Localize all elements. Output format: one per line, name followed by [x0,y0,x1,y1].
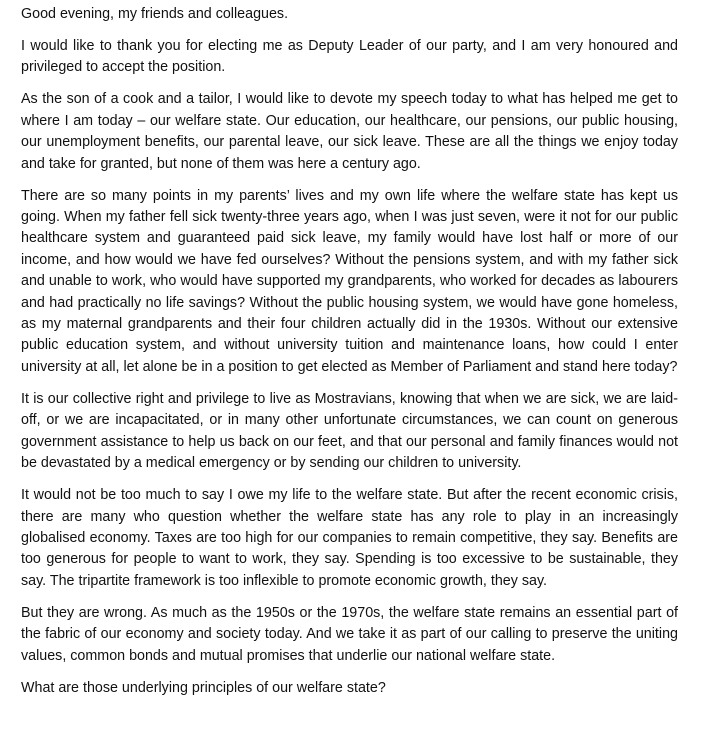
paragraph-collective-right: It is our collective right and privilege to live as Mostravians, knowing that when we are sick, we are laid-off, or we are incapacitated, or in many other unfortunate circumstances, we can count on generous government assistance to help us back on our feet, and that our personal and family finances would not be devastated by a medical emergency or by sending our children to university. [21,390,678,472]
speech-document [21,0,678,710]
paragraph-question: What are those underlying principles of our welfare state? [21,679,386,696]
paragraph-rebuttal: But they are wrong. As much as the 1950s or the 1970s, the welfare state remains an essential part of the fabric of our economy and society today. And we take it as part of our calling to preserve the uniting values, common bonds and mutual promises that underlie our national welfare state. [21,604,678,664]
paragraph-greeting: Good evening, my friends and colleagues. [21,6,289,22]
paragraph-thanks: I would like to thank you for electing me as Deputy Leader of our party, and I am very honoured and privileged to accept the position. [21,38,678,76]
paragraph-welfare-intro: As the son of a cook and a tailor, I would like to devote my speech today to what has helped me get to where I am today – our welfare state. Our education, our healthcare, our pensions, our public housing, our unemployment benefits, our parental leave, our sick leave. These are all the things we enjoy today and take for granted, but none of them was here a century ago. [21,91,678,172]
paragraph-family-story: There are so many points in my parents’ lives and my own life where the welfare state has kept us going. When my father fell sick twenty-three years ago, when I was just seven, were it not for our public healthcare system and guaranteed paid sick leave, my family would have lost half or more of our income, and how would we have fed ourselves? Without the pensions system, and with my father sick and unable to work, who would have supported my grandparents, who worked for decades as labourers and had practically no life savings? Without the public housing system, we would have gone homeless, as my maternal grandparents and their four children actually did in the 1930s. Without our extensive public education system, and without university tuition and maintenance loans, how could I enter university at all, let alone be in a position to get elected as Member of Parliament and stand here today? [21,187,678,375]
paragraph-critics: It would not be too much to say I owe my life to the welfare state. But after the recent economic crisis, there are many who question whether the welfare state has any role to play in an increasingly globalised economy. Taxes are too high for our companies to remain competitive, they say. Benefits are too generous for people to want to work, they say. Spending is too excessive to be sustainable, they say. The tripartite framework is too inflexible to promote economic growth, they say. [21,487,678,589]
